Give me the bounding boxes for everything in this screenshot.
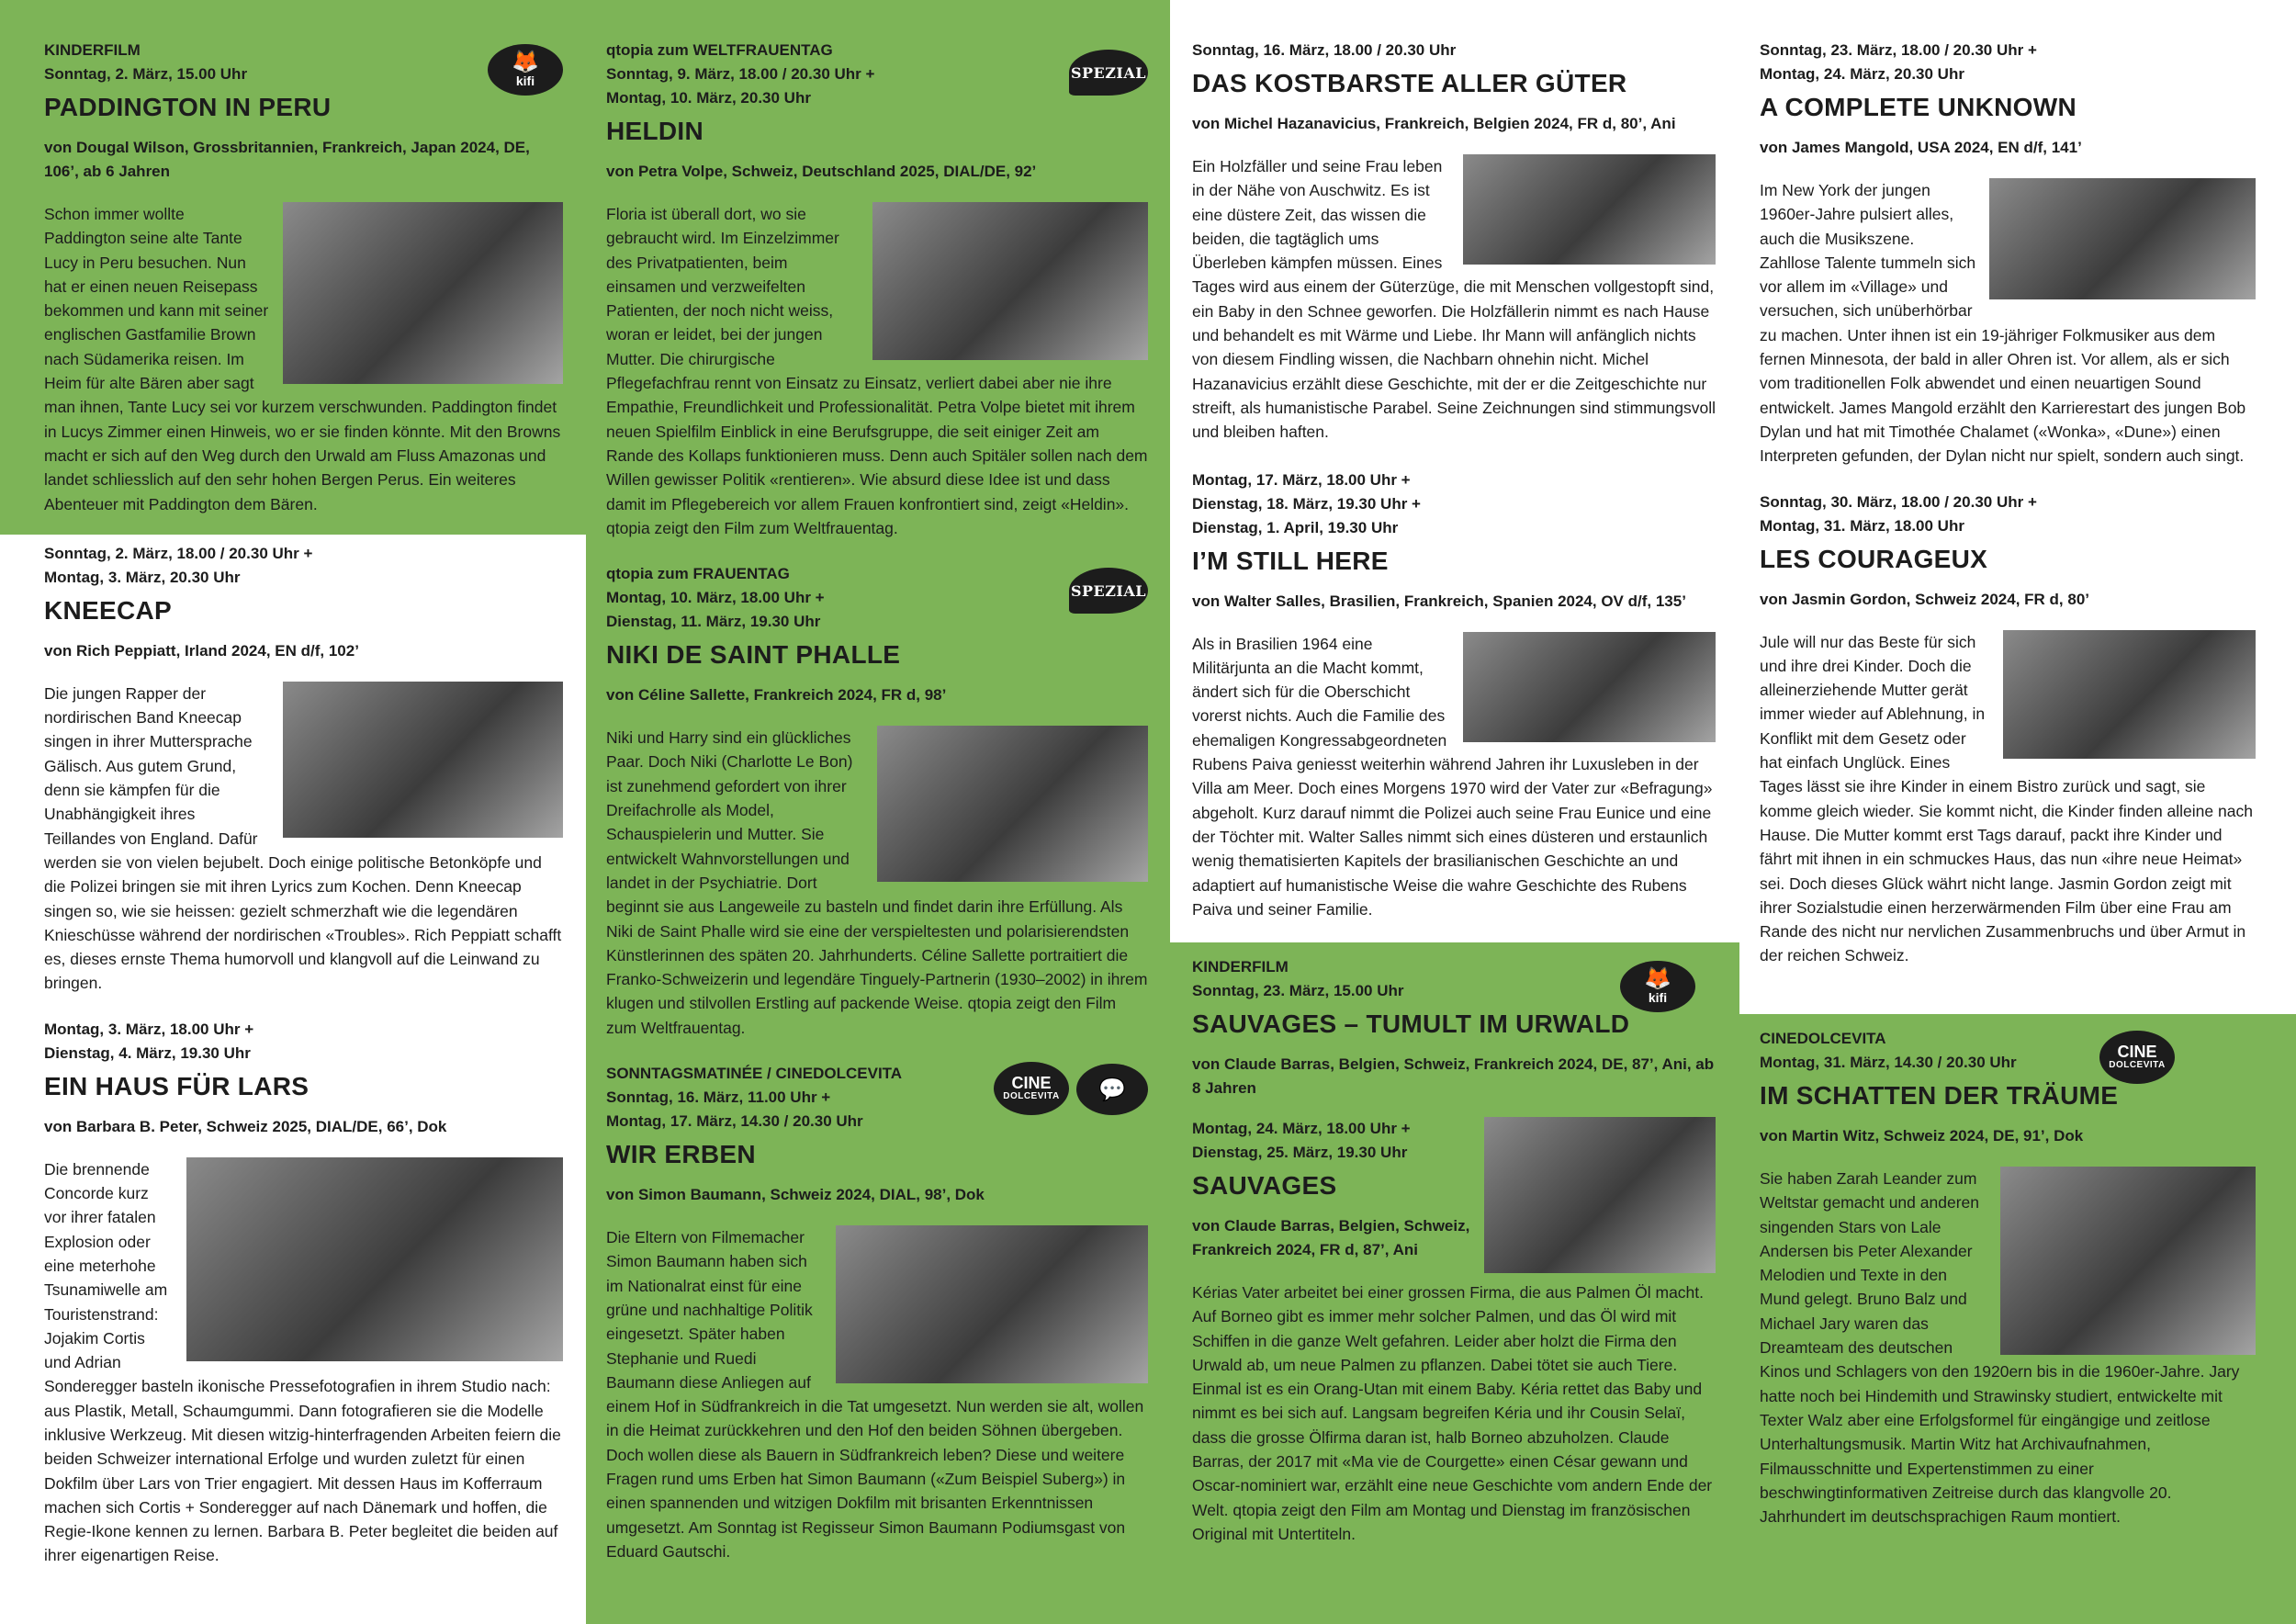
- film-description: Floria ist überall dort, wo sie gebraucht wird. Im Einzelzimmer des Privatpatienten, beim einsamen und verzweifelten Patienten, der noch nicht weiss, woran er leidet, bei der jungen Mutter. Die chirurgische Pflegefachfrau rennt von Einsatz zu Einsatz, verliert dabei aber nie ihre Empathie, Freundlichkeit und Professionalität. Petra Volpe bietet mit ihrem neuen Spielfilm Einblick in eine Berufsgruppe, die seit einiger Zeit am Rande des Kollaps funktionieren muss. Denn auch Spitäler sollen nach dem Willen gewisser Politik «rentieren». Wie absurd diese Idee ist und dass damit im Pflegebereich vor allem Frauen konfrontiert sind, zeigt «Heldin». qtopia zeigt den Film zum Weltfrauentag.: [606, 205, 1148, 537]
- film-still-image: [877, 726, 1148, 882]
- column-3-bottom: [1192, 955, 1716, 1546]
- film-dates: Montag, 3. März, 18.00 Uhr + Dienstag, 4. März, 19.30 Uhr: [44, 1020, 254, 1062]
- film-dates: Sonntag, 23. März, 18.00 / 20.30 Uhr + Montag, 24. März, 20.30 Uhr: [1760, 41, 2037, 83]
- film-still-image: [283, 202, 563, 384]
- film-title: DAS KOSTBARSTE ALLER GÜTER: [1192, 69, 1627, 97]
- film-dates: Sonntag, 30. März, 18.00 / 20.30 Uhr + Montag, 31. März, 18.00 Uhr: [1760, 492, 2037, 535]
- film-title: IM SCHATTEN DER TRÄUME: [1760, 1081, 2119, 1110]
- film-description: Im New York der jungen 1960er-Jahre pulsiert alles, auch die Musikszene. Zahllose Talente tummeln sich vor allem im «Village» und versuchen, sich unüberhörbar zu machen. Unter ihnen ist ein 19-jähriger Folkmusiker aus dem fernen Minnesota, der bald in aller Ohren ist. Vor allem, als er sich vom traditionellen Folk abwendet und einen neuartigen Sound entwickelt. James Mangold erzählt den Karrierestart des jungen Bob Dylan und hat mit Timothée Chalamet («Wonka», «Dune») einen Interpreten gefunden, der Dylan nicht nur spielt, sondern auch singt.: [1760, 181, 2246, 466]
- film-title: SAUVAGES – TUMULT IM URWALD: [1192, 1009, 1630, 1038]
- film-still-image: [1463, 632, 1716, 742]
- film-label: CINEDOLCEVITA: [1760, 1030, 1886, 1047]
- film-title: LES COURAGEUX: [1760, 544, 1988, 573]
- cinedolcevita-badge: CINE DOLCEVITA: [2099, 1031, 2175, 1084]
- film-credit: von Walter Salles, Brasilien, Frankreich, Spanien 2024, OV d/f, 135’: [1192, 592, 1686, 610]
- film-label: qtopia zum FRAUENTAG: [606, 565, 790, 583]
- speech-bubble-icon: 💬: [1076, 1064, 1148, 1115]
- film-title: A COMPLETE UNKNOWN: [1760, 93, 2077, 121]
- film-dates: Sonntag, 16. März, 11.00 Uhr + Montag, 17. März, 14.30 / 20.30 Uhr: [606, 1088, 863, 1131]
- film-dates: Sonntag, 2. März, 18.00 / 20.30 Uhr + Montag, 3. März, 20.30 Uhr: [44, 544, 313, 586]
- film-title: PADDINGTON IN PERU: [44, 93, 332, 121]
- film-credit: von Simon Baumann, Schweiz 2024, DIAL, 98’, Dok: [606, 1186, 985, 1204]
- film-title: KNEECAP: [44, 595, 173, 625]
- film-niki-de-saint-phalle: [606, 562, 1148, 1040]
- film-label: KINDERFILM: [44, 41, 141, 59]
- film-paddington: [44, 39, 563, 516]
- film-dates: Sonntag, 16. März, 18.00 / 20.30 Uhr: [1192, 41, 1457, 59]
- fox-icon: 🦊: [512, 50, 539, 74]
- film-credit: von Barbara B. Peter, Schweiz 2025, DIAL/DE, 66’, Dok: [44, 1117, 447, 1135]
- film-dates: Montag, 17. März, 18.00 Uhr + Dienstag, 18. März, 19.30 Uhr + Dienstag, 1. April, 19.30 Uhr: [1192, 470, 1421, 536]
- film-credit: von Céline Sallette, Frankreich 2024, FR d, 98’: [606, 686, 947, 705]
- film-dates: Sonntag, 23. März, 15.00 Uhr: [1192, 982, 1404, 999]
- film-title: I’M STILL HERE: [1192, 546, 1389, 575]
- film-credit: von Petra Volpe, Schweiz, Deutschland 2025, DIAL/DE, 92’: [606, 163, 1037, 180]
- film-still-image: [2003, 630, 2256, 759]
- film-description: Jule will nur das Beste für sich und ihre drei Kinder. Doch die alleinerziehende Mutter gerät immer wieder auf Ablehnung, in Konflikt mit dem Gesetz oder hat einfach Unglück. Eines Tages lässt sie ihre Kinder in einem Bistro zurück und sagt, sie komme gleich wieder. Sie kommt nicht, die Kinder finden alleine nach Hause. Die Mutter kommt erst Tags darauf, packt ihre Kinder und fährt mit ihnen in ein schmuckes Haus, das nun «ihre neue Heimat» sei. Doch dieses Glück währt nicht lange. Jasmin Gordon zeigt mit ihrer Sozialstudie einen herzerwärmenden Film über eine Frau am Rande des nicht nur nervlichen Zusammenbruchs und über Armut in der reichen Schweiz.: [1760, 632, 2253, 965]
- film-still-image: [872, 202, 1148, 360]
- film-a-complete-unknown: [1760, 39, 2256, 468]
- film-label: qtopia zum WELTFRAUENTAG: [606, 41, 833, 59]
- film-das-kostbarste-aller-gueter: [1192, 39, 1716, 445]
- film-dates: Montag, 10. März, 18.00 Uhr + Dienstag, 11. März, 19.30 Uhr: [606, 589, 825, 631]
- film-title: SAUVAGES: [1192, 1171, 1337, 1200]
- film-wir-erben: [606, 1062, 1148, 1563]
- film-heldin: [606, 39, 1148, 540]
- film-kneecap: [44, 542, 563, 996]
- film-title: NIKI DE SAINT PHALLE: [606, 640, 901, 670]
- column-3: [1192, 39, 1716, 921]
- column-4: [1760, 39, 2256, 968]
- fox-icon: 🦊: [1644, 966, 1671, 991]
- film-description: Kérias Vater arbeitet bei einer grossen Firma, die aus Palmen Öl macht. Auf Borneo gibt es immer mehr solcher Palmen, und das Öl wird mit Schiffen in die ganze Welt gefahren. Leider aber holzt die Firma den Urwald ab, um neue Palmen zu pflanzen. Dabei tötet sie auch Tiere. Einmal ist es ein Orang-Utan mit einem Baby. Kéria rettet das Baby und nimmt es bei sich auf. Langsam begreifen Kéria und ihr Cousin Selaï, dass die grosse Ölfirma daran ist, halb Borneo abzuholzen. Claude Barras, der 2017 mit «Ma vie de Courgette» einen César gewann und Oscar-nominiert war, erzählt eine neue Geschichte vom andern Ende der Welt. qtopia zeigt den Film am Montag und Dienstag im französischen Original mit Untertiteln.: [1192, 1283, 1713, 1543]
- film-dates: Sonntag, 9. März, 18.00 / 20.30 Uhr + Montag, 10. März, 20.30 Uhr: [606, 65, 875, 107]
- film-title: EIN HAUS FÜR LARS: [44, 1071, 310, 1100]
- column-2: [606, 39, 1148, 1563]
- film-credit: von Rich Peppiatt, Irland 2024, EN d/f, 102’: [44, 641, 359, 660]
- film-credit: von Martin Witz, Schweiz 2024, DE, 91’, Dok: [1760, 1127, 2084, 1145]
- film-still-image: [283, 682, 563, 838]
- film-credit: von James Mangold, USA 2024, EN d/f, 141’: [1760, 139, 2082, 156]
- film-description: Sie haben Zarah Leander zum Weltstar gemacht und anderen singenden Stars von Lale Andersen bis Peter Alexander Melodien und Texte in den Mund gelegt. Bruno Balz und Michael Jary waren das Dreamteam des deutschen Kinos und Schlagers von den 1920ern bis in die 1960er-Jahre. Jary hatte noch bei Hindemith und Strawinsky studiert, entwickelte mit Texter Walz aber eine Erfolgsformel für eingängige und zeitlose Unterhaltungsmusik. Martin Witz hat Archivaufnahmen, Filmausschnitte und Expertenstimmen zu einer beschwingtinformativen Zeitreise durch das klangvolle 20. Jahrhundert im deutschsprachigen Raum montiert.: [1760, 1169, 2240, 1527]
- film-description: Als in Brasilien 1964 eine Militärjunta an die Macht kommt, ändert sich für die Oberschicht vorerst nichts. Auch die Familie des ehemaligen Kongressabgeordneten Rubens Paiva geniesst weiterhin während Jahren ihr Luxusleben in der Villa am Meer. Doch eines Morgens 1970 wird der Vater zur «Befragung» abgeholt. Kurz darauf nimmt die Polizei auch seine Frau Eunice und eine der Töchter mit. Walter Salles nimmt sich eines düsteren und erstaunlich wenig thematisierten Kapitels der brasilianischen Geschichte an und adaptiert auf humanistische Weise die wahre Geschichte des Rubens Paiva und seiner Familie.: [1192, 634, 1713, 919]
- film-still-image: [836, 1225, 1148, 1383]
- film-description: Die jungen Rapper der nordirischen Band Kneecap singen in ihrer Muttersprache Gälisch. Aus gutem Grund, denn sie kämpfen für die Unabhängigkeit ihres Teillandes von England. Dafür werden sie von vielen bejubelt. Doch einige politische Betonköpfe und die Polizei bringen sie mit ihren Lyrics zum Kochen. Denn Kneecap singen so, wie sie heissen: gezielt schmerzhaft wie die legendären Knieschüsse während der nordirischen «Troubles». Rich Peppiatt schafft es, dieses ernste Thema humorvoll und klangvoll auf die Leinwand zu bringen.: [44, 683, 562, 993]
- column-1: [44, 39, 563, 1568]
- film-dates: Sonntag, 2. März, 15.00 Uhr: [44, 65, 248, 83]
- film-still-image: [1989, 178, 2256, 299]
- kifi-badge: 🦊 kifi: [488, 44, 563, 96]
- film-title: WIR ERBEN: [606, 1140, 756, 1169]
- film-credit: von Michel Hazanavicius, Frankreich, Belgien 2024, FR d, 80’, Ani: [1192, 115, 1676, 132]
- film-description: Niki und Harry sind ein glückliches Paar. Doch Niki (Charlotte Le Bon) ist zunehmend gefordert von ihrer Dreifachrolle als Model, Schauspielerin und Mutter. Sie entwickelt Wahnvorstellungen und landet in der Psychiatrie. Dort beginnt sie aus Langeweile zu basteln und findet darin ihre Erfüllung. Als Niki de Saint Phalle wird sie eine der verspieltesten und polarisierendsten Künstlerinnen des späten 20. Jahrhunderts. Céline Sallette portraitiert die Franko-Schweizerin und legendäre Tinguely-Partnerin (1930–2002) in ihrem klugen und stilvollen Erstling auf packende Weise. qtopia zeigt den Film zum Weltfrauentag.: [606, 728, 1148, 1037]
- column-4-bottom: [1760, 1027, 2256, 1528]
- film-title: HELDIN: [606, 117, 704, 145]
- film-still-image: [1463, 154, 1716, 265]
- film-ein-haus-fuer-lars: [44, 1018, 563, 1568]
- film-sauvages: [1192, 1117, 1716, 1546]
- film-still-image: [186, 1157, 563, 1361]
- film-description: Die brennende Concorde kurz vor ihrer fatalen Explosion oder eine meterhohe Tsunamiwelle am Touristenstrand: Jojakim Cortis und Adrian Sonderegger basteln ikonische Pressefotografien in ihrem Studio nach: aus Plastik, Metall, Schaumgummi. Dann fotografieren sie die Modelle inklusive Werkzeug. Mit diesen witzig-hinterfragenden Arbeiten feiern die beiden Schweizer international Erfolge und wurden zuletzt für einen Dokfilm über Lars von Trier engagiert. Mit dessen Haus im Kofferraum machen sich Cortis + Sonderegger auf nach Dänemark und hoffen, die Regie-Ikone kennen zu lernen. Barbara B. Peter begleitet die beiden auf ihrer eigenartigen Reise.: [44, 1159, 561, 1565]
- cinedolcevita-badge: CINE DOLCEVITA: [994, 1062, 1069, 1115]
- film-credit: von Jasmin Gordon, Schweiz 2024, FR d, 80’: [1760, 590, 2089, 608]
- film-description: Ein Holzfäller und seine Frau leben in der Nähe von Auschwitz. Es ist eine düstere Zeit, das wissen die beiden, die tagtäglich ums Überleben kämpfen müssen. Eines Tages wird aus einem der Güterzüge, die mit Menschen vollgestopft sind, ein Baby in den Schnee geworfen. Die Holzfällerin nimmt es nach Hause und behandelt es mit Wärme und Liebe. Ihr Mann will anfänglich nichts von diesem Findling wissen, die Nachbarn ohnehin nicht. Michel Hazanavicius erzählt diese Geschichte, mit der er die Zeitgeschichte nur streift, als humanistische Parabel. Seine Zeichnungen sind stimmungsvoll und bleiben haften.: [1192, 157, 1716, 442]
- film-im-still-here: [1192, 468, 1716, 922]
- film-credit: von Claude Barras, Belgien, Schweiz, Frankreich 2024, DE, 87’, Ani, ab 8 Jahren: [1192, 1055, 1715, 1097]
- film-label: KINDERFILM: [1192, 958, 1289, 976]
- spezial-badge: SPEZIAL: [1069, 568, 1148, 614]
- film-label: SONNTAGSMATINÉE / CINEDOLCEVITA: [606, 1065, 903, 1083]
- spezial-badge: SPEZIAL: [1069, 50, 1148, 96]
- film-still-image: [1484, 1117, 1716, 1273]
- kifi-badge: 🦊 kifi: [1620, 961, 1695, 1012]
- film-description: Schon immer wollte Paddington seine alte Tante Lucy in Peru besuchen. Nun hat er einen neuen Reisepass bekommen und kann mit seiner englischen Gastfamilie Brown nach Südamerika reisen. Im Heim für alte Bären aber sagt man ihnen, Tante Lucy sei vor kurzem verschwunden. Paddington findet in Lucys Zimmer einen Hinweis, wo er sie finden könnte. Mit den Browns macht er sich auf den Weg durch den Urwald am Fluss Amazonas und landet schliesslich auf den sehr hohen Bergen Perus. Ein weiteres Abenteuer mit Paddington dem Bären.: [44, 205, 561, 513]
- film-dates: Montag, 31. März, 14.30 / 20.30 Uhr: [1760, 1054, 2017, 1071]
- film-les-courageux: [1760, 491, 2256, 968]
- film-description: Die Eltern von Filmemacher Simon Baumann haben sich im Nationalrat einst für eine grüne und nachhaltige Politik eingesetzt. Später haben Stephanie und Ruedi Baumann diese Anliegen auf einem Hof in Südfrankreich in die Tat umgesetzt. Nun werden sie alt, wollen in die Heimat zurückkehren und den Hof den beiden Söhnen übergeben. Doch wollen diese als Bauern in Südfrankreich leben? Diese und weitere Fragen rund ums Erben hat Simon Baumann («Zum Beispiel Suberg») in einen spannenden und witzigen Dokfilm mit brisanten Erkenntnissen umgesetzt. Am Sonntag ist Regisseur Simon Baumann Podiumsgast von Eduard Gautschi.: [606, 1228, 1144, 1561]
- film-im-schatten-der-traeume: [1760, 1027, 2256, 1528]
- film-sauvages-tumult: [1192, 955, 1716, 1100]
- film-credit: von Claude Barras, Belgien, Schweiz, Frankreich 2024, FR d, 87’, Ani: [1192, 1217, 1470, 1258]
- film-dates: Montag, 24. März, 18.00 Uhr + Dienstag, 25. März, 19.30 Uhr: [1192, 1120, 1411, 1161]
- film-credit: von Dougal Wilson, Grossbritannien, Frankreich, Japan 2024, DE, 106’, ab 6 Jahren: [44, 139, 530, 180]
- film-still-image: [2000, 1167, 2256, 1355]
